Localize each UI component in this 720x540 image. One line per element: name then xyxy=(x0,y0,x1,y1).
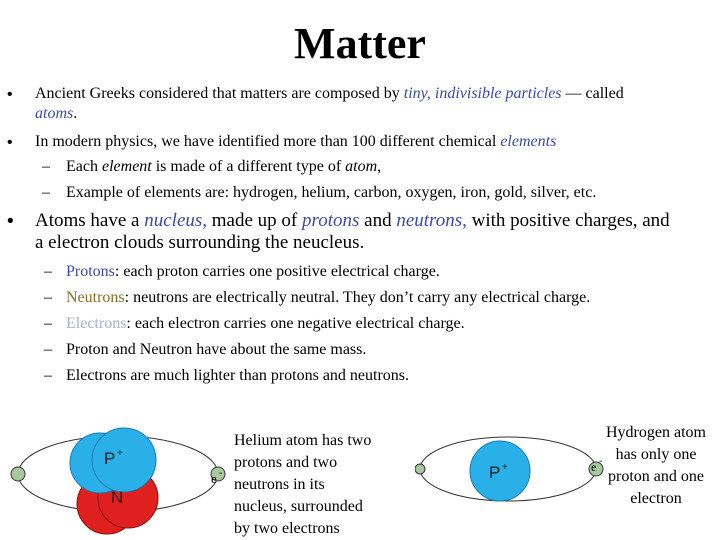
bullet-marker: • xyxy=(7,211,14,232)
neutron-label: N xyxy=(111,488,124,507)
emphasis-text: elements xyxy=(500,133,557,150)
bullet-text: . xyxy=(73,105,78,122)
hydrogen-atom-diagram xyxy=(415,425,615,525)
caption-line: electron xyxy=(630,490,682,507)
proton-charge: + xyxy=(117,448,123,459)
emphasis-text: neutrons, xyxy=(396,210,467,231)
emphasis-text: atom xyxy=(345,158,378,175)
caption-line: protons and two xyxy=(234,454,338,471)
sub-dash: – xyxy=(44,315,52,332)
sub-dash: – xyxy=(44,289,52,306)
emphasis-text: tiny, indivisible particles xyxy=(403,85,562,102)
sub-bullet-mass: Proton and Neutron have about the same mass. xyxy=(66,341,367,358)
bullet-marker: • xyxy=(7,134,13,151)
electron-charge: - xyxy=(599,456,603,467)
bullet-atoms xyxy=(35,210,717,254)
bullet-marker: • xyxy=(7,86,13,103)
emphasis-text: nucleus, xyxy=(144,210,208,231)
proton-label: P xyxy=(489,463,501,482)
sub-bullet-element xyxy=(66,157,706,177)
bullet-text: is made of a different type of xyxy=(151,158,346,175)
bullet-text: In modern physics, we have identified more than 100 different chemical xyxy=(35,133,501,150)
emphasis-text: element xyxy=(101,158,152,175)
electron-circle xyxy=(415,464,425,474)
bullet-text: with positive charges, and xyxy=(466,210,670,231)
sub-dash: – xyxy=(44,367,52,384)
helium-atom-diagram xyxy=(0,420,230,540)
proton-label: P xyxy=(104,449,116,468)
sub-bullet-protons xyxy=(66,262,706,282)
bullet-text: Atoms have a xyxy=(35,210,145,231)
bullet-text: a electron clouds surrounding the neucleus. xyxy=(35,232,365,253)
sub-dash: – xyxy=(44,341,52,358)
bullet-text: , xyxy=(377,158,382,175)
emphasis-text: atoms xyxy=(35,105,74,122)
sub-dash: – xyxy=(42,158,50,175)
emphasis-text: protons xyxy=(302,210,360,231)
caption-line: Helium atom has two xyxy=(234,432,372,449)
bullet-ancient-greeks xyxy=(35,84,715,124)
sub-dash: – xyxy=(44,263,52,280)
sub-bullet-neutrons xyxy=(66,288,716,308)
sub-bullet-lighter: Electrons are much lighter than protons and neutrons. xyxy=(66,367,410,384)
electron-circle xyxy=(11,467,25,481)
caption-line: Hydrogen atom xyxy=(606,424,706,441)
caption-line: by two electrons xyxy=(234,520,340,537)
protons-label: Protons xyxy=(66,263,115,280)
electron-charge: - xyxy=(219,468,223,479)
bullet-text: — called xyxy=(561,85,624,102)
electrons-label: Electrons xyxy=(66,315,127,332)
proton-circle xyxy=(92,428,156,492)
sub-dash: – xyxy=(42,184,50,201)
bullet-text: : each proton carries one positive electrical charge. xyxy=(114,263,440,280)
bullet-text: and xyxy=(359,210,397,231)
bullet-text: : neutrons are electrically neutral. They don’t carry any electrical charge. xyxy=(124,289,591,306)
caption-line: proton and one xyxy=(608,468,704,485)
neutrons-label: Neutrons xyxy=(66,289,125,306)
caption-line: neutrons in its xyxy=(234,476,325,493)
bullet-text: made up of xyxy=(207,210,303,231)
hydrogen-caption xyxy=(594,422,718,510)
sub-bullet-examples: Example of elements are: hydrogen, helium, carbon, oxygen, iron, gold, silver, etc. xyxy=(66,184,597,201)
page-title: Matter xyxy=(294,19,426,68)
caption-line: nucleus, surrounded xyxy=(234,498,363,515)
caption-line: has only one xyxy=(615,446,697,463)
helium-caption xyxy=(234,430,424,540)
sub-bullet-electrons xyxy=(66,314,706,334)
electron-label: e xyxy=(591,460,597,474)
electron-label: e xyxy=(211,471,217,486)
bullet-text: : each electron carries one negative electrical charge. xyxy=(126,315,465,332)
bullet-text: Ancient Greeks considered that matters are composed by xyxy=(35,85,404,102)
bullet-text: Each xyxy=(66,158,102,175)
bullet-modern-physics xyxy=(35,132,715,152)
proton-charge: + xyxy=(502,462,508,473)
